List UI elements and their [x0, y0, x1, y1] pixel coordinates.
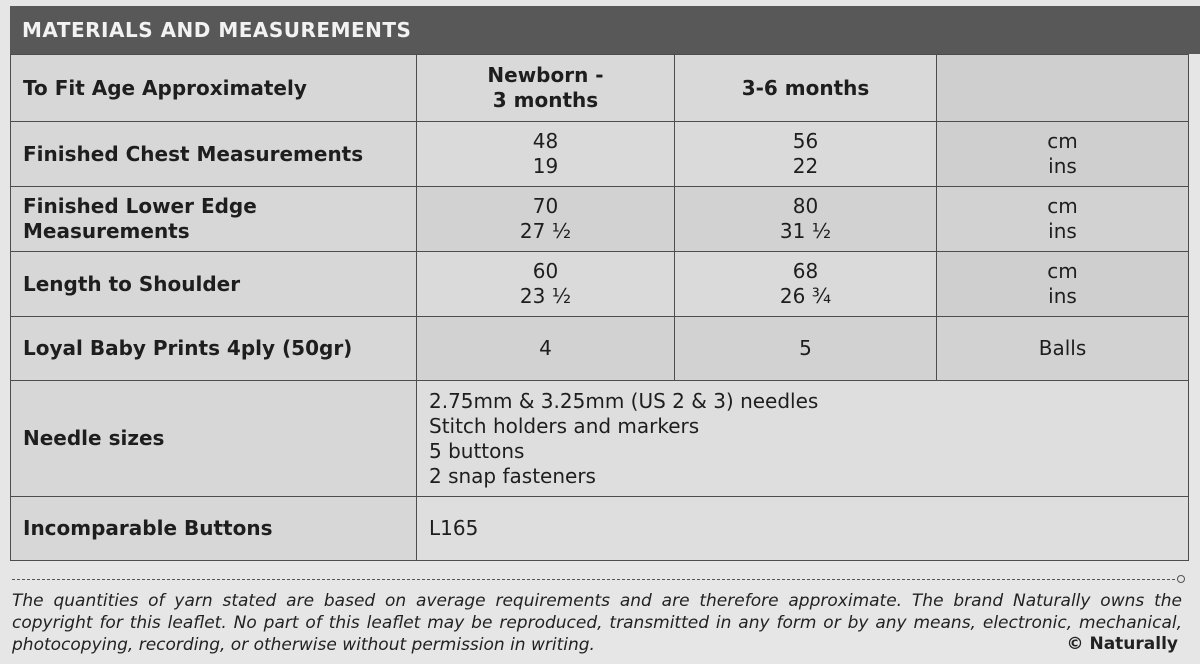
unit-cell: cm ins: [937, 122, 1189, 187]
unit-cell: Balls: [937, 317, 1189, 381]
list-item: 5 buttons: [429, 438, 525, 463]
table-row: [11, 317, 1189, 381]
list-item: Stitch holders and markers: [429, 413, 700, 438]
value-cell: 70 27 ½: [417, 187, 675, 252]
row-label: Finished Chest Measurements: [11, 122, 417, 187]
needles-list: [417, 381, 1189, 497]
needles-row: [11, 381, 1189, 497]
buttons-label: Incomparable Buttons: [11, 497, 417, 561]
table-row: [11, 122, 1189, 187]
value-cell: 48 19: [417, 122, 675, 187]
divider-end-dot: [1177, 575, 1185, 583]
buttons-row: [11, 497, 1189, 561]
row-label: Length to Shoulder: [11, 252, 417, 317]
needles-label: Needle sizes: [11, 381, 417, 497]
dashed-divider: [12, 579, 1180, 580]
table-row: [11, 252, 1189, 317]
table-row: [11, 187, 1189, 252]
list-item: 2 snap fasteners: [429, 463, 596, 488]
row-label: Finished Lower Edge Measurements: [11, 187, 417, 252]
unit-header: [937, 55, 1189, 122]
unit-cell: cm ins: [937, 187, 1189, 252]
buttons-value: L165: [417, 497, 1189, 561]
age-row: [11, 55, 1189, 122]
value-cell: 60 23 ½: [417, 252, 675, 317]
value-cell: 56 22: [675, 122, 937, 187]
disclaimer-text: The quantities of yarn stated are based on average requirements and are therefore approximate. The brand Naturally owns the copyright for this leaflet. No part of this leaflet may be reproduced, transmitted in any form or by any means, electronic, mechanical, photocopying, recording, or otherwise without permission in writing.: [12, 591, 1182, 655]
section-title: MATERIALS AND MEASUREMENTS: [22, 18, 412, 42]
row-label: Loyal Baby Prints 4ply (50gr): [11, 317, 417, 381]
age-label: To Fit Age Approximately: [11, 55, 417, 122]
value-cell: 4: [417, 317, 675, 381]
size-header-2: 3-6 months: [675, 55, 937, 122]
value-cell: 80 31 ½: [675, 187, 937, 252]
value-cell: 5: [675, 317, 937, 381]
copyright-notice: © Naturally: [1066, 634, 1178, 654]
value-cell: 68 26 ¾: [675, 252, 937, 317]
section-header: [10, 6, 1200, 54]
size-header-1: Newborn - 3 months: [417, 55, 675, 122]
materials-table: [10, 54, 1189, 561]
unit-cell: cm ins: [937, 252, 1189, 317]
list-item: 2.75mm & 3.25mm (US 2 & 3) needles: [429, 388, 819, 413]
